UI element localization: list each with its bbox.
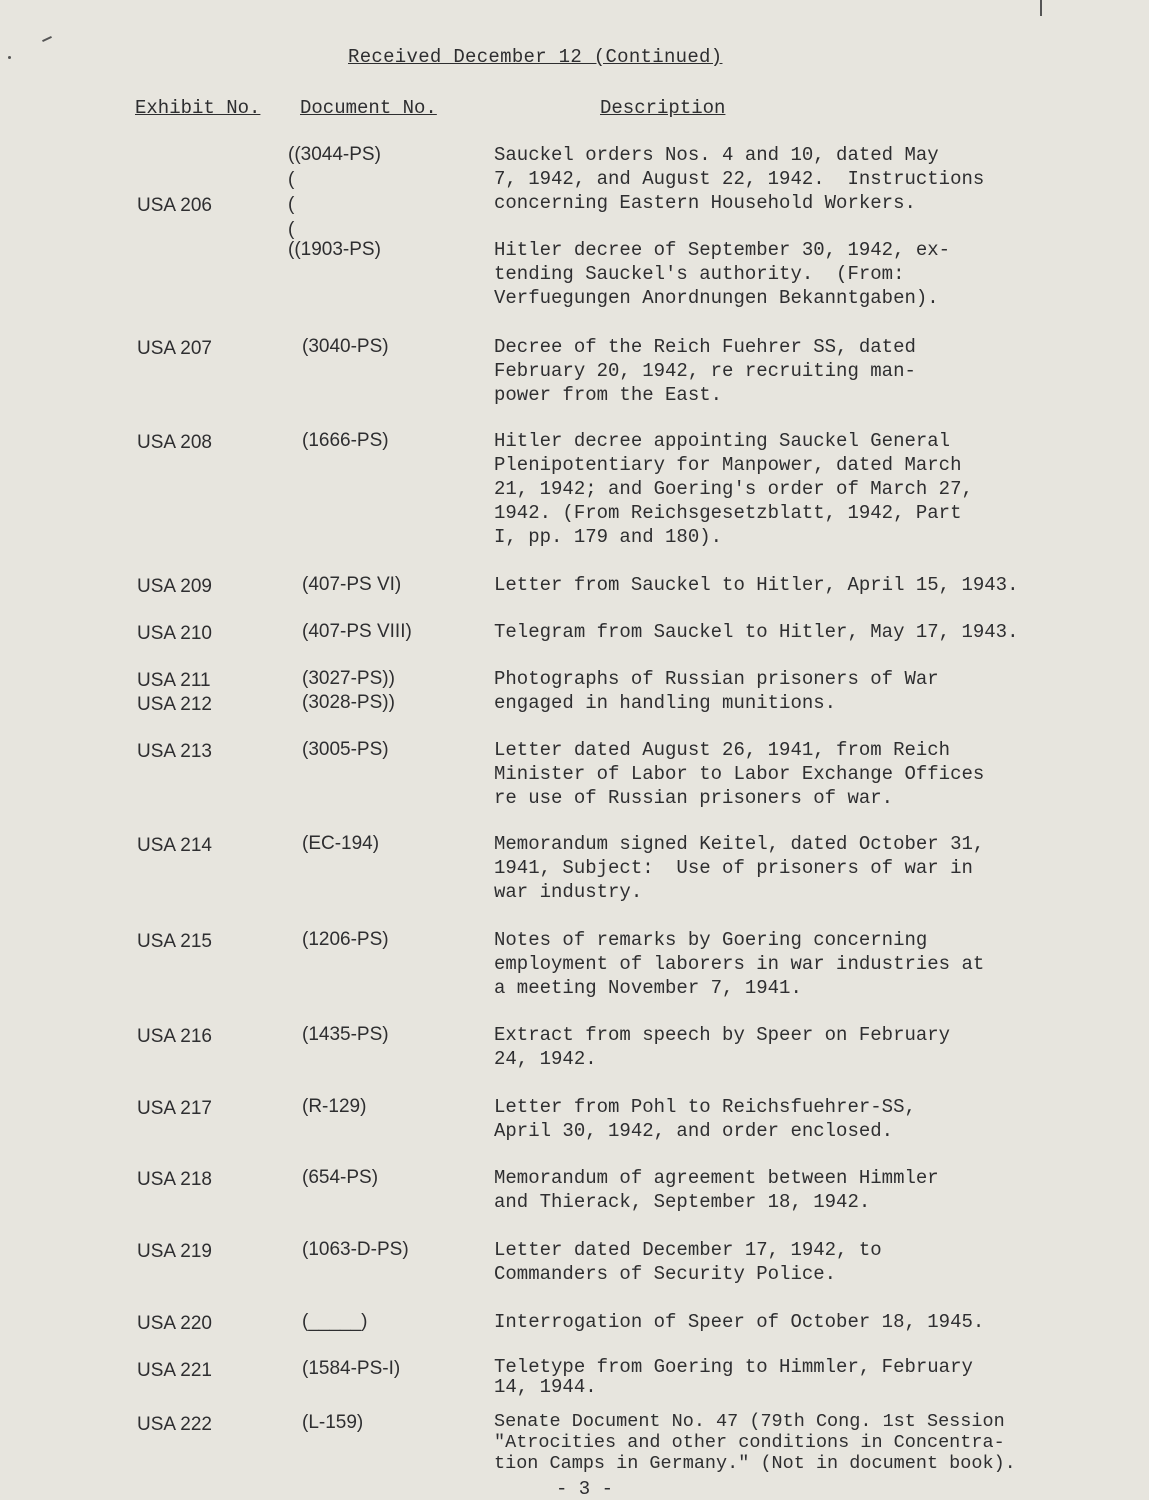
- description-text: Memorandum of agreement between Himmler and Thierack, September 18, 1942.: [494, 1167, 939, 1213]
- document-number: (1666-PS): [302, 430, 389, 451]
- exhibit-number: USA 206: [137, 195, 212, 216]
- description-text: Photographs of Russian prisoners of War engaged in handling munitions.: [494, 668, 939, 714]
- exhibit-number: USA 222: [137, 1414, 212, 1435]
- document-number: (3027-PS)) (3028-PS)): [302, 668, 395, 713]
- description-text: Letter from Sauckel to Hitler, April 15, 1943.: [494, 574, 1019, 596]
- description-text: Telegram from Sauckel to Hitler, May 17, 1943.: [494, 621, 1019, 643]
- exhibit-number: USA 211 USA 212: [137, 670, 212, 715]
- exhibit-number: USA 218: [137, 1169, 212, 1190]
- document-column-header: Document No.: [300, 97, 437, 119]
- document-number: ((3044-PS): [288, 144, 381, 165]
- document-number: ((1903-PS): [288, 239, 381, 260]
- description-text: Teletype from Goering to Himmler, February 14, 1944.: [494, 1356, 973, 1398]
- exhibit-number: USA 221: [137, 1360, 212, 1381]
- description-text: Letter dated August 26, 1941, from Reich Minister of Labor to Labor Exchange Offices re use of Russian prisoners of war.: [494, 739, 985, 809]
- document-bracket: (: [288, 219, 295, 240]
- description-text: Hitler decree appointing Sauckel General Plenipotentiary for Manpower, dated March 21, 1942; and Goering's order of March 27, 1942. (From Reichsgesetzblatt, 1942, Part I, pp. 179 and 180).: [494, 430, 973, 548]
- document-number: (1206-PS): [302, 929, 389, 950]
- description-text: Interrogation of Speer of October 18, 1945.: [494, 1311, 985, 1333]
- document-number: (EC-194): [302, 833, 380, 854]
- document-number: (3005-PS): [302, 739, 389, 760]
- stray-mark: [42, 36, 52, 42]
- description-text: Letter dated December 17, 1942, to Commanders of Security Police.: [494, 1239, 882, 1285]
- document-number: (1584-PS-I): [302, 1358, 401, 1379]
- document-number: (1435-PS): [302, 1024, 389, 1045]
- page-title: Received December 12 (Continued): [348, 46, 723, 68]
- exhibit-number: USA 216: [137, 1026, 212, 1047]
- document-number: (407-PS VI): [302, 574, 402, 595]
- document-bracket: (: [288, 194, 295, 215]
- document-number: (R-129): [302, 1096, 367, 1117]
- exhibit-number: USA 210: [137, 623, 212, 644]
- document-bracket: (: [288, 169, 295, 190]
- exhibit-column-header: Exhibit No.: [135, 97, 261, 119]
- description-text: Decree of the Reich Fuehrer SS, dated February 20, 1942, re recruiting man- power from the East.: [494, 336, 916, 406]
- exhibit-number: USA 213: [137, 741, 212, 762]
- exhibit-number: USA 219: [137, 1241, 212, 1262]
- document-number: (1063-D-PS): [302, 1239, 409, 1260]
- description-text: Letter from Pohl to Reichsfuehrer-SS, April 30, 1942, and order enclosed.: [494, 1096, 916, 1142]
- description-text: Extract from speech by Speer on February 24, 1942.: [494, 1024, 951, 1070]
- exhibit-number: USA 220: [137, 1313, 212, 1334]
- document-number: (_____): [302, 1311, 368, 1332]
- exhibit-number: USA 214: [137, 835, 212, 856]
- exhibit-number: USA 208: [137, 432, 212, 453]
- description-text: Senate Document No. 47 (79th Cong. 1st Session "Atrocities and other conditions in Concentra- tion Camps in Germany." (Not in document book).: [494, 1411, 1016, 1474]
- page-number: - 3 -: [556, 1478, 614, 1500]
- document-number: (3040-PS): [302, 336, 389, 357]
- description-text: Sauckel orders Nos. 4 and 10, dated May 7, 1942, and August 22, 1942. Instructions concerning Eastern Household Workers.: [494, 144, 985, 214]
- description-text: Memorandum signed Keitel, dated October 31, 1941, Subject: Use of prisoners of war in war industry.: [494, 833, 985, 903]
- exhibit-number: USA 207: [137, 338, 212, 359]
- exhibit-number: USA 217: [137, 1098, 212, 1119]
- stray-mark: [1040, 0, 1042, 16]
- description-column-header: Description: [600, 97, 726, 119]
- document-number: (654-PS): [302, 1167, 379, 1188]
- document-number: (407-PS VIII): [302, 621, 412, 642]
- exhibit-number: USA 215: [137, 931, 212, 952]
- stray-mark: [8, 56, 11, 59]
- description-text: Notes of remarks by Goering concerning employment of laborers in war industries at a meeting November 7, 1941.: [494, 929, 985, 999]
- document-number: (L-159): [302, 1412, 364, 1433]
- exhibit-number: USA 209: [137, 576, 212, 597]
- description-text: Hitler decree of September 30, 1942, ex- tending Sauckel's authority. (From: Verfuegungen Anordnungen Bekanntgaben).: [494, 239, 951, 309]
